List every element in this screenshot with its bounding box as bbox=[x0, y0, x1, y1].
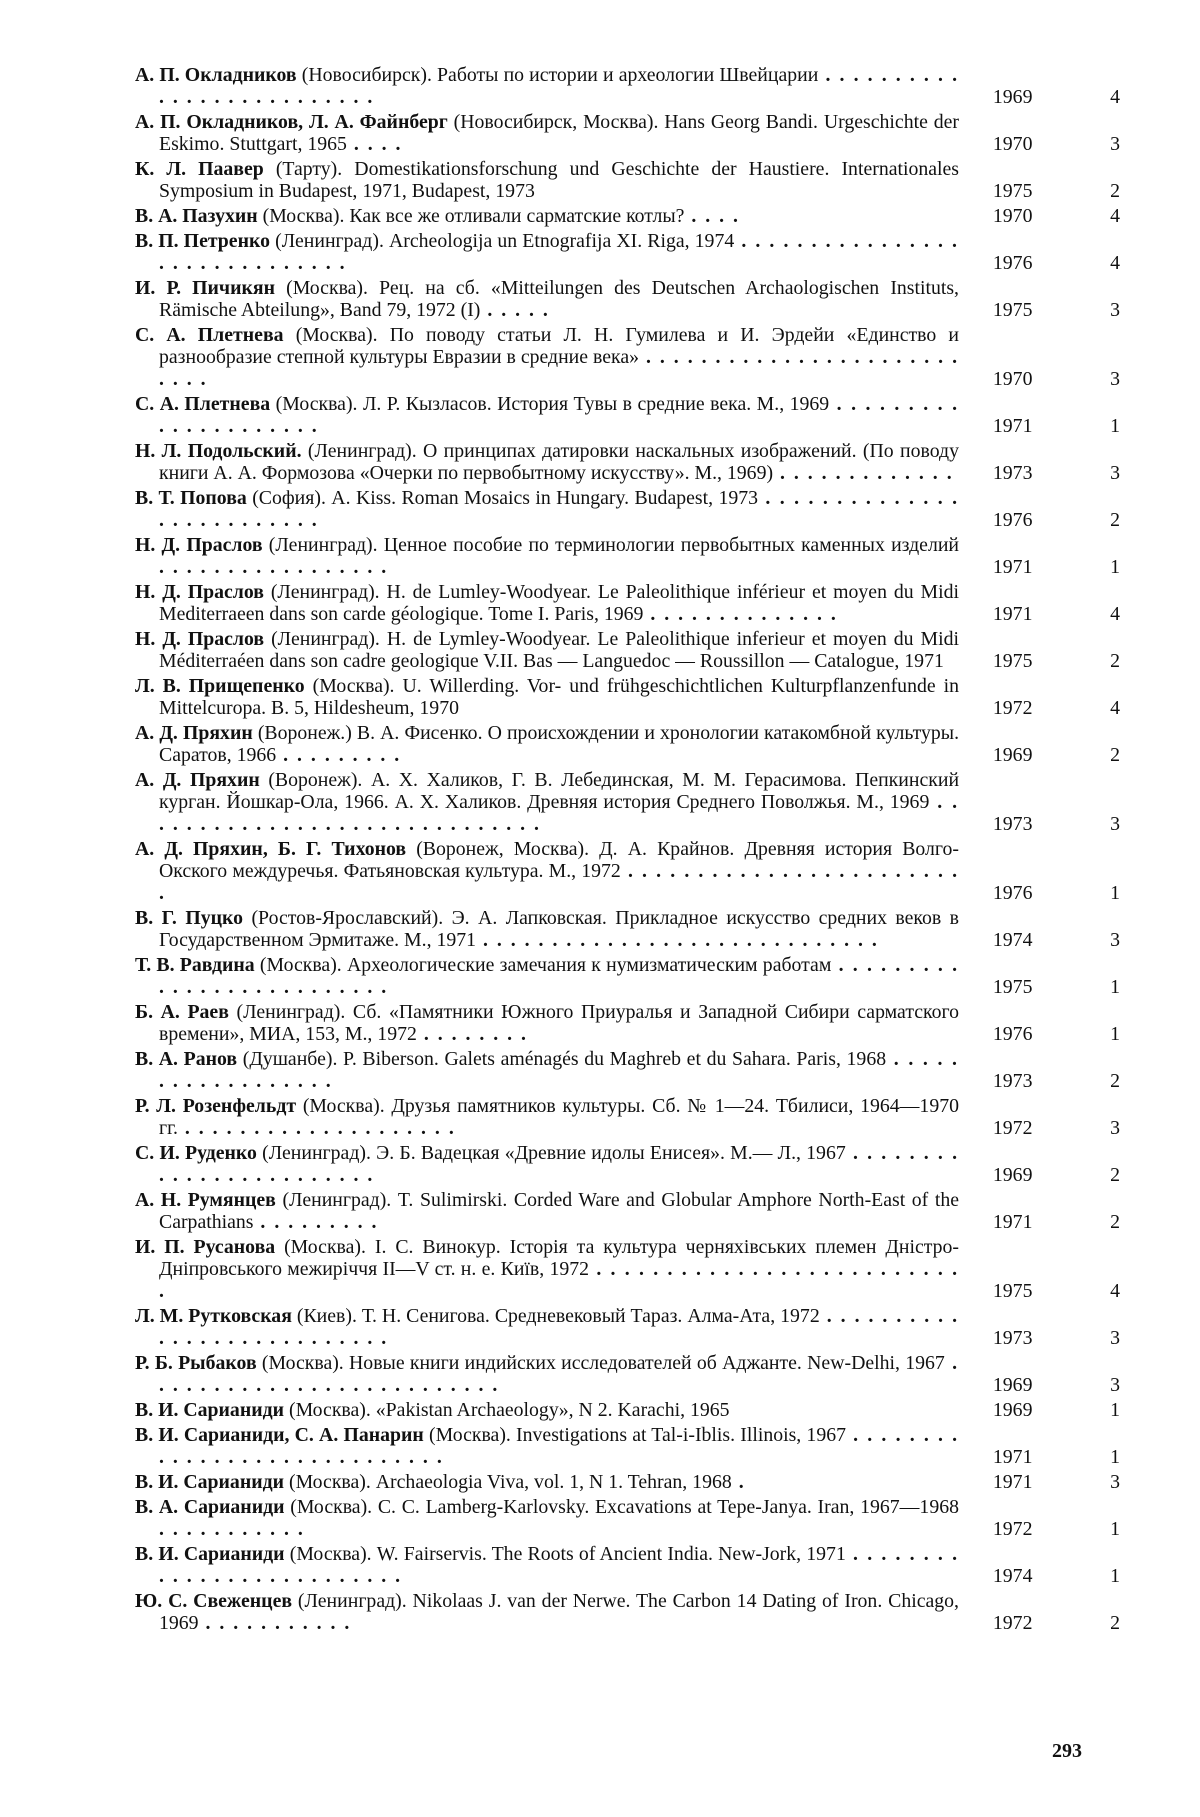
entry-year: 1971 bbox=[992, 1446, 1033, 1468]
entry-year: 1971 bbox=[992, 603, 1033, 625]
entry-text bbox=[135, 1189, 959, 1233]
dot-leader: . . . . . . . . . . . bbox=[159, 1518, 305, 1540]
entry-author: В. А. Пазухин bbox=[135, 205, 258, 227]
dot-leader: . . . . . . . . . . . . . . . . . . . . bbox=[177, 1117, 456, 1139]
bibliography-entry bbox=[135, 64, 1120, 108]
entry-description: (Душанбе). P. Biberson. Galets aménagés du Maghreb et du Sahara. Paris, 1968 bbox=[237, 1048, 887, 1070]
entry-issue-number: 4 bbox=[1110, 252, 1120, 274]
bibliography-entry bbox=[135, 954, 1120, 998]
dot-leader: . . . . . . . . . . . . . . . . . . . . . . . . . . bbox=[159, 487, 960, 531]
entry-issue-number: 2 bbox=[1110, 1070, 1120, 1092]
bibliography-list bbox=[135, 64, 1120, 1637]
entry-author: В. Г. Пуцко bbox=[135, 907, 244, 929]
entry-year: 1973 bbox=[992, 462, 1033, 484]
entry-text bbox=[135, 1496, 959, 1540]
entry-author: А. Н. Румянцев bbox=[135, 1189, 276, 1211]
dot-leader: . . . . . . . . . . . . . . . . . . . . . . . . . . . bbox=[159, 1258, 960, 1302]
entry-author: А. Д. Пряхин bbox=[135, 769, 260, 791]
entry-issue-number: 4 bbox=[1110, 205, 1120, 227]
bibliography-entry bbox=[135, 675, 1120, 719]
entry-issue-number: 2 bbox=[1110, 1164, 1120, 1186]
entry-year: 1971 bbox=[992, 1211, 1033, 1233]
entry-year: 1974 bbox=[992, 1565, 1033, 1587]
dot-leader: . . . . bbox=[346, 133, 403, 155]
entry-issue-number: 2 bbox=[1110, 180, 1120, 202]
entry-author: В. И. Сарианиди, С. А. Панарин bbox=[135, 1424, 424, 1446]
entry-description: (Ленинград). T. Sulimirski. Corded Ware and Globular Amphore North-East of the Carpathians bbox=[159, 1189, 960, 1233]
entry-author: С. А. Плетнева bbox=[135, 324, 284, 346]
entry-issue-number: 4 bbox=[1110, 697, 1120, 719]
entry-author: А. П. Окладников bbox=[135, 64, 297, 86]
entry-text bbox=[135, 534, 959, 578]
entry-year: 1975 bbox=[992, 180, 1033, 202]
entry-text bbox=[135, 1590, 959, 1634]
bibliography-entry bbox=[135, 111, 1120, 155]
entry-author: В. И. Сарианиди bbox=[135, 1399, 285, 1421]
entry-text bbox=[135, 1424, 959, 1468]
entry-description: (Ленинград). О принципах датировки наскальных изображений. (По поводу книги А. А. Формозова «Очерки по первобытному искусству». М., 1969) bbox=[159, 440, 960, 484]
entry-text bbox=[135, 838, 959, 904]
entry-year: 1976 bbox=[992, 252, 1033, 274]
entry-author: В. А. Сарианиди bbox=[135, 1496, 285, 1518]
bibliography-entry bbox=[135, 1543, 1120, 1587]
entry-description: (Ленинград). H. de Lumley-Woodyear. Le Paleolithique inférieur et moyen du Midi Mediterraeen dans son carde géologique. Tome I. Paris, 1969 bbox=[159, 581, 960, 625]
entry-issue-number: 3 bbox=[1110, 133, 1120, 155]
bibliography-entry bbox=[135, 534, 1120, 578]
dot-leader: . . . . . . . . . . . . . . . . . . . . . . . . . . . . . . bbox=[159, 791, 960, 835]
entry-year: 1969 bbox=[992, 1164, 1033, 1186]
entry-issue-number: 2 bbox=[1110, 1612, 1120, 1634]
entry-description: (Москва). І. С. Винокур. Історія та культура черняхівських племен Дністро-Дніпровського межиріччя II—V ст. н. е. Київ, 1972 bbox=[159, 1236, 960, 1280]
entry-year: 1975 bbox=[992, 976, 1033, 998]
entry-text bbox=[135, 158, 959, 202]
entry-year: 1976 bbox=[992, 1023, 1033, 1045]
entry-description: (София). A. Kiss. Roman Mosaics in Hungary. Budapest, 1973 bbox=[246, 487, 759, 509]
entry-author: В. Т. Попова bbox=[135, 487, 247, 509]
entry-description: (Ленинград). Э. Б. Вадецкая «Древние идолы Енисея». М.— Л., 1967 bbox=[256, 1142, 846, 1164]
entry-author: Р. Б. Рыбаков bbox=[135, 1352, 257, 1374]
bibliography-entry bbox=[135, 722, 1120, 766]
entry-text bbox=[135, 324, 959, 390]
entry-issue-number: 1 bbox=[1110, 882, 1120, 904]
entry-text bbox=[135, 675, 959, 719]
bibliography-entry bbox=[135, 1399, 1120, 1421]
entry-issue-number: 3 bbox=[1110, 1374, 1120, 1396]
entry-description: (Москва). Investigations at Tal-i-Iblis. Illinois, 1967 bbox=[423, 1424, 846, 1446]
entry-issue-number: 4 bbox=[1110, 86, 1120, 108]
entry-year: 1975 bbox=[992, 299, 1033, 321]
dot-leader: . . . . . . . . . . . . . bbox=[773, 462, 954, 484]
entry-author: И. Р. Пичикян bbox=[135, 277, 275, 299]
entry-author: А. Д. Пряхин, Б. Г. Тихонов bbox=[135, 838, 407, 860]
entry-text bbox=[135, 1305, 959, 1349]
dot-leader: . . . . . . . . . . . . . . . . . bbox=[159, 556, 389, 578]
bibliography-entry bbox=[135, 1424, 1120, 1468]
entry-author: В. П. Петренко bbox=[135, 230, 271, 252]
entry-year: 1972 bbox=[992, 1117, 1033, 1139]
dot-leader: . . . . . . . . . . . . . . bbox=[643, 603, 838, 625]
bibliography-entry bbox=[135, 1305, 1120, 1349]
bibliography-entry bbox=[135, 1236, 1120, 1302]
entry-author: А. Д. Пряхин bbox=[135, 722, 253, 744]
dot-leader: . . . . . . . . . . . . . . . . . . . . . . . . . bbox=[159, 860, 960, 904]
entry-description: (Москва). Новые книги индийских исследователей об Аджанте. New-Delhi, 1967 bbox=[256, 1352, 945, 1374]
entry-description: (Новосибирск). Работы по истории и археологии Швейцарии bbox=[296, 64, 819, 86]
bibliography-entry bbox=[135, 1590, 1120, 1634]
bibliography-entry bbox=[135, 277, 1120, 321]
entry-description: (Ленинград). Сб. «Памятники Южного Приуралья и Западной Сибири сарматского времени», МИА, 153, М., 1972 bbox=[159, 1001, 959, 1045]
entry-year: 1972 bbox=[992, 697, 1033, 719]
bibliography-entry bbox=[135, 628, 1120, 672]
bibliography-entry bbox=[135, 205, 1120, 227]
entry-issue-number: 2 bbox=[1110, 744, 1120, 766]
entry-issue-number: 1 bbox=[1110, 976, 1120, 998]
entry-text bbox=[135, 487, 959, 531]
dot-leader: . . . . . . . . . . . . . . . . . . . . . bbox=[159, 393, 960, 437]
bibliography-entry bbox=[135, 393, 1120, 437]
entry-year: 1969 bbox=[992, 1399, 1033, 1421]
entry-author: В. А. Ранов bbox=[135, 1048, 238, 1070]
entry-author: Н. Д. Праслов bbox=[135, 534, 263, 556]
bibliography-entry bbox=[135, 1471, 1120, 1493]
entry-year: 1971 bbox=[992, 556, 1033, 578]
bibliography-entry bbox=[135, 581, 1120, 625]
entry-text bbox=[135, 230, 959, 274]
entry-description: (Воронеж). А. Х. Халиков, Г. В. Лебединская, М. М. Герасимова. Пепкинский курган. Йошкар-Ола, 1966. А. Х. Халиков. Древняя история Среднего Поволжья. М., 1969 bbox=[159, 769, 960, 813]
entry-text bbox=[135, 628, 959, 672]
entry-text bbox=[135, 1095, 959, 1139]
entry-text bbox=[135, 1543, 959, 1587]
entry-issue-number: 3 bbox=[1110, 462, 1120, 484]
entry-author: Н. Д. Праслов bbox=[135, 581, 264, 603]
entry-year: 1974 bbox=[992, 929, 1033, 951]
entry-description: (Ленинград). Archeologija un Etnografija XI. Riga, 1974 bbox=[270, 230, 735, 252]
entry-text bbox=[135, 1471, 959, 1493]
entry-author: С. А. Плетнева bbox=[135, 393, 271, 415]
entry-text bbox=[135, 581, 959, 625]
entry-issue-number: 1 bbox=[1110, 1565, 1120, 1587]
bibliography-entry bbox=[135, 1095, 1120, 1139]
dot-leader: . . . . . . . . . . . . . . . . . . . . . . . . . . . . . bbox=[159, 1424, 960, 1468]
entry-year: 1973 bbox=[992, 813, 1033, 835]
entry-year: 1971 bbox=[992, 415, 1033, 437]
dot-leader: . . . . . . . . . . . . . . . . . . . . . . . . . . . . . . bbox=[159, 230, 960, 274]
entry-text bbox=[135, 277, 959, 321]
entry-description: (Москва). По поводу статьи Л. Н. Гумилева и И. Эрдейи «Единство и разнообразие степной культуры Евразии в средние века» bbox=[159, 324, 960, 368]
entry-issue-number: 2 bbox=[1110, 1211, 1120, 1233]
entry-description: (Москва). Рец. на сб. «Mitteilungen des Deutschen Archaologischen Instituts, Rämische Abteilung», Band 79, 1972 (I) bbox=[159, 277, 960, 321]
entry-description: (Москва). Л. Р. Кызласов. История Тувы в средние века. М., 1969 bbox=[270, 393, 830, 415]
entry-issue-number: 2 bbox=[1110, 650, 1120, 672]
entry-issue-number: 4 bbox=[1110, 603, 1120, 625]
entry-year: 1976 bbox=[992, 509, 1033, 531]
entry-issue-number: 1 bbox=[1110, 415, 1120, 437]
entry-author: В. И. Сарианиди bbox=[135, 1471, 285, 1493]
entry-author: В. И. Сарианиди bbox=[135, 1543, 285, 1565]
dot-leader: . . . . . . . . . . . bbox=[198, 1612, 352, 1634]
entry-description: (Воронеж, Москва). Д. А. Крайнов. Древняя история Волго-Окского междуречья. Фатьяновская культура. М., 1972 bbox=[159, 838, 960, 882]
dot-leader: . . . . . . . . bbox=[416, 1023, 528, 1045]
entry-description: (Ленинград). Nikolaas J. van der Nerwe. The Carbon 14 Dating of Iron. Chicago, 1969 bbox=[159, 1590, 960, 1634]
entry-description: (Ленинград). H. de Lymley-Woodyear. Le Paleolithique inferieur et moyen du Midi Méditerraéen dans son cadre geologique V.II. Bas — Languedoc — Roussillon — Catalogue, 1971 bbox=[159, 628, 960, 672]
entry-year: 1972 bbox=[992, 1518, 1033, 1540]
entry-year: 1969 bbox=[992, 744, 1033, 766]
entry-year: 1970 bbox=[992, 133, 1033, 155]
entry-year: 1973 bbox=[992, 1070, 1033, 1092]
bibliography-entry bbox=[135, 1048, 1120, 1092]
dot-leader: . . . . . . . . . . . . . . . . . . bbox=[159, 1048, 960, 1092]
entry-text bbox=[135, 111, 959, 155]
entry-text bbox=[135, 1142, 959, 1186]
dot-leader: . . . . . . . . . . . . . . . . . . . . . . . . . . bbox=[159, 64, 960, 108]
entry-text bbox=[135, 393, 959, 437]
entry-author: К. Л. Паавер bbox=[135, 158, 264, 180]
entry-year: 1969 bbox=[992, 86, 1033, 108]
dot-leader: . . . . . . . . . bbox=[253, 1211, 379, 1233]
bibliography-entry bbox=[135, 1352, 1120, 1396]
entry-author: Л. М. Рутковская bbox=[135, 1305, 292, 1327]
bibliography-entry bbox=[135, 324, 1120, 390]
entry-author: Л. В. Прищепенко bbox=[135, 675, 305, 697]
entry-description: (Москва). U. Willerding. Vor- und frühgeschichtlichen Kulturpflanzenfunde in Mittelcuropa. B. 5, Hildesheum, 1970 bbox=[159, 675, 960, 719]
entry-issue-number: 1 bbox=[1110, 1446, 1120, 1468]
entry-description: (Киев). Т. Н. Сенигова. Средневековый Тараз. Алма-Ата, 1972 bbox=[291, 1305, 820, 1327]
entry-issue-number: 3 bbox=[1110, 299, 1120, 321]
dot-leader: . . . . . . . . . . . . . . . . . . . . . . . . . . . bbox=[159, 346, 960, 390]
entry-year: 1970 bbox=[992, 205, 1033, 227]
dot-leader: . . . . bbox=[684, 205, 740, 227]
entry-text bbox=[135, 1399, 959, 1421]
entry-description: (Москва). Друзья памятников культуры. Сб. № 1—24. Тбилиси, 1964—1970 гг. bbox=[159, 1095, 959, 1139]
dot-leader: . . . . . . . . . bbox=[276, 744, 402, 766]
bibliography-entry bbox=[135, 769, 1120, 835]
entry-issue-number: 4 bbox=[1110, 1280, 1120, 1302]
entry-author: А. П. Окладников, Л. А. Файнберг bbox=[135, 111, 448, 133]
entry-issue-number: 1 bbox=[1110, 1023, 1120, 1045]
entry-description: (Москва). Archaeologia Viva, vol. 1, N 1. Tehran, 1968 bbox=[284, 1471, 732, 1493]
entry-description: (Москва). С. С. Lamberg-Karlovsky. Excavations at Tepe-Janya. Iran, 1967—1968 bbox=[284, 1496, 959, 1518]
page-number: 293 bbox=[1052, 1740, 1082, 1762]
bibliography-entry bbox=[135, 1496, 1120, 1540]
entry-issue-number: 3 bbox=[1110, 1471, 1120, 1493]
dot-leader: . . . . . . . . . . . . . . . . . . . . . . . . . . bbox=[159, 1543, 960, 1587]
entry-text bbox=[135, 1048, 959, 1092]
entry-description: (Москва). W. Fairservis. The Roots of Ancient India. New-Jork, 1971 bbox=[284, 1543, 846, 1565]
bibliography-entry bbox=[135, 907, 1120, 951]
entry-text bbox=[135, 1352, 959, 1396]
dot-leader: . . . . . . . . . . . . . . . . . . . . . . . . . . bbox=[159, 954, 960, 998]
entry-description: (Москва). Как все же отливали сарматские котлы? bbox=[257, 205, 685, 227]
entry-author: Н. Л. Подольский. bbox=[135, 440, 302, 462]
dot-leader: . . . . . . . . . . . . . . . . . . . . . . . . . . bbox=[159, 1352, 960, 1396]
entry-issue-number: 3 bbox=[1110, 813, 1120, 835]
entry-issue-number: 3 bbox=[1110, 368, 1120, 390]
entry-author: И. П. Русанова bbox=[135, 1236, 276, 1258]
entry-text bbox=[135, 64, 959, 108]
entry-issue-number: 2 bbox=[1110, 509, 1120, 531]
entry-description: (Ленинград). Ценное пособие по терминологии первобытных каменных изделий bbox=[262, 534, 960, 556]
dot-leader: . . . . . . . . . . . . . . . . . . . . . . . . bbox=[159, 1142, 960, 1186]
dot-leader: . . . . . . . . . . . . . . . . . . . . . . . . . . . bbox=[159, 1305, 960, 1349]
entry-author: С. И. Руденко bbox=[135, 1142, 257, 1164]
entry-year: 1973 bbox=[992, 1327, 1033, 1349]
entry-text bbox=[135, 954, 959, 998]
entry-description: (Москва). «Pakistan Archaeology», N 2. Karachi, 1965 bbox=[284, 1399, 730, 1421]
dot-leader: . . . . . bbox=[480, 299, 550, 321]
entry-year: 1972 bbox=[992, 1612, 1033, 1634]
entry-year: 1975 bbox=[992, 1280, 1033, 1302]
bibliography-entry bbox=[135, 1001, 1120, 1045]
entry-author: Р. Л. Розенфельдт bbox=[135, 1095, 297, 1117]
entry-issue-number: 3 bbox=[1110, 1117, 1120, 1139]
entry-issue-number: 1 bbox=[1110, 556, 1120, 578]
entry-description: (Тарту). Domestikationsforschung und Geschichte der Haustiere. Internationales Symposium in Budapest, 1971, Budapest, 1973 bbox=[159, 158, 960, 202]
bibliography-entry bbox=[135, 1189, 1120, 1233]
entry-year: 1969 bbox=[992, 1374, 1033, 1396]
entry-issue-number: 1 bbox=[1110, 1518, 1120, 1540]
dot-leader: . . . . . . . . . . . . . . . . . . . . . . . . . . . . . bbox=[476, 929, 879, 951]
entry-description: (Ростов-Ярославский). Э. А. Лапковская. Прикладное искусство средних веков в Государственном Эрмитаже. М., 1971 bbox=[159, 907, 960, 951]
entry-author: Б. А. Раев bbox=[135, 1001, 229, 1023]
entry-text bbox=[135, 907, 959, 951]
entry-text bbox=[135, 1236, 959, 1302]
entry-text bbox=[135, 205, 959, 227]
entry-year: 1976 bbox=[992, 882, 1033, 904]
bibliography-entry bbox=[135, 838, 1120, 904]
bibliography-entry bbox=[135, 440, 1120, 484]
entry-text bbox=[135, 769, 959, 835]
bibliography-entry bbox=[135, 487, 1120, 531]
entry-description: (Воронеж.) В. А. Фисенко. О происхождении и хронологии катакомбной культуры. Саратов, 1966 bbox=[159, 722, 960, 766]
entry-issue-number: 1 bbox=[1110, 1399, 1120, 1421]
entry-year: 1975 bbox=[992, 650, 1033, 672]
entry-description: (Москва). Археологические замечания к нумизматическим работам bbox=[254, 954, 832, 976]
entry-author: Т. В. Равдина bbox=[135, 954, 255, 976]
entry-issue-number: 3 bbox=[1110, 929, 1120, 951]
bibliography-entry bbox=[135, 158, 1120, 202]
entry-text bbox=[135, 722, 959, 766]
entry-text bbox=[135, 1001, 959, 1045]
entry-text bbox=[135, 440, 959, 484]
bibliography-entry bbox=[135, 230, 1120, 274]
entry-issue-number: 3 bbox=[1110, 1327, 1120, 1349]
entry-description: (Новосибирск, Москва). Hans Georg Bandi. Urgeschichte der Eskimo. Stuttgart, 1965 bbox=[159, 111, 960, 155]
entry-author: Н. Д. Праслов bbox=[135, 628, 265, 650]
entry-year: 1970 bbox=[992, 368, 1033, 390]
dot-leader: . bbox=[731, 1471, 746, 1493]
entry-year: 1971 bbox=[992, 1471, 1033, 1493]
entry-author: Ю. С. Свеженцев bbox=[135, 1590, 293, 1612]
bibliography-entry bbox=[135, 1142, 1120, 1186]
